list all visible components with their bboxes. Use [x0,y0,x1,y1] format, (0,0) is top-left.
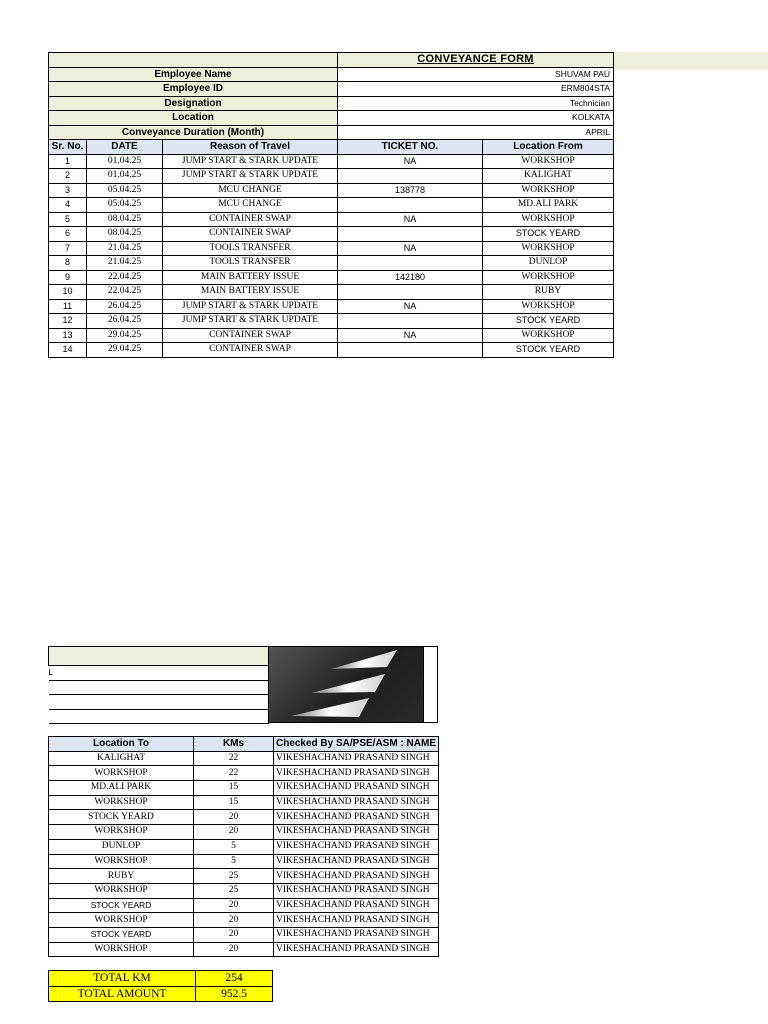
bottom-header-tan-cell [49,647,269,666]
row-sr-no: 10 [49,285,87,300]
row-reason: MAIN BATTERY ISSUE [163,270,338,285]
row-kms: 20 [194,913,274,928]
row-location-to: STOCK YEARD [49,927,194,942]
row-ticket-no [338,343,483,358]
row-kms: 20 [194,825,274,840]
row-ticket-no: NA [338,299,483,314]
table-row [49,781,439,796]
row-kms: 20 [194,898,274,913]
row-reason: CONTAINER SWAP [163,227,338,242]
row-checked-by: VIKESHACHAND PRASAND SINGH [274,825,439,840]
designation-label: Designation [49,96,338,111]
row-location-from: KALIGHAT [483,169,614,184]
row-location-to: STOCK YEARD [49,810,194,825]
row-location-from: MD.ALI PARK [483,198,614,213]
total-km-label: TOTAL KM [49,971,196,987]
row-ticket-no: NA [338,241,483,256]
total-km-value: 254 [196,971,273,987]
table-row [49,883,439,898]
logo-stripes-icon [269,647,423,722]
row-kms: 20 [194,810,274,825]
table-row [49,343,614,358]
table-row [49,869,439,884]
row-checked-by: VIKESHACHAND PRASAND SINGH [274,927,439,942]
row-ticket-no [338,169,483,184]
table-row [49,766,439,781]
row-reason: JUMP START & STARK UPDATE [163,299,338,314]
row-sr-no: 7 [49,241,87,256]
row-kms: 15 [194,795,274,810]
row-ticket-no: NA [338,328,483,343]
total-amount-value: 952.5 [196,986,273,1002]
row-checked-by: VIKESHACHAND PRASAND SINGH [274,869,439,884]
col-header-sr: Sr. No. [49,140,87,155]
col-header-location-to: Location To [49,737,194,752]
row-checked-by: VIKESHACHAND PRASAND SINGH [274,781,439,796]
totals-table [48,970,273,1002]
row-checked-by: VIKESHACHAND PRASAND SINGH [274,883,439,898]
row-checked-by: VIKESHACHAND PRASAND SINGH [274,751,439,766]
row-sr-no: 12 [49,314,87,329]
row-location-from: WORKSHOP [483,183,614,198]
table-row [49,751,439,766]
row-date: 05.04.25 [87,198,163,213]
cut-off-label: L [49,666,269,681]
row-reason: TOOLS TRANSFER [163,256,338,271]
row-ticket-no [338,227,483,242]
col-header-kms: KMs [194,737,274,752]
row-location-to: RUBY [49,869,194,884]
table-row [49,898,439,913]
row-ticket-no: NA [338,212,483,227]
row-checked-by: VIKESHACHAND PRASAND SINGH [274,810,439,825]
row-location-from: DUNLOP [483,256,614,271]
row-date: 29.04.25 [87,343,163,358]
row-checked-by: VIKESHACHAND PRASAND SINGH [274,898,439,913]
row-sr-no: 6 [49,227,87,242]
row-date: 21.04.25 [87,256,163,271]
row-sr-no: 4 [49,198,87,213]
row-sr-no: 2 [49,169,87,184]
col-header-location-from: Location From [483,140,614,155]
row-date: 21.04.25 [87,241,163,256]
row-ticket-no [338,198,483,213]
table-row [49,183,614,198]
location-value: KOLKATA [338,111,614,126]
row-location-to: WORKSHOP [49,766,194,781]
row-sr-no: 11 [49,299,87,314]
row-reason: CONTAINER SWAP [163,212,338,227]
row-ticket-no: NA [338,154,483,169]
row-location-to: STOCK YEARD [49,898,194,913]
col-header-ticket: TICKET NO. [338,140,483,155]
employee-name-value: SHUVAM PAU [338,67,614,82]
conveyance-form-top [48,52,614,358]
row-checked-by: VIKESHACHAND PRASAND SINGH [274,854,439,869]
duration-value: APRIL [338,125,614,140]
row-checked-by: VIKESHACHAND PRASAND SINGH [274,913,439,928]
row-reason: MCU CHANGE [163,183,338,198]
row-sr-no: 8 [49,256,87,271]
bottom-header-cell [49,680,269,695]
employee-name-label: Employee Name [49,67,338,82]
row-sr-no: 1 [49,154,87,169]
row-sr-no: 5 [49,212,87,227]
row-location-to: WORKSHOP [49,854,194,869]
row-kms: 25 [194,883,274,898]
bottom-header-cell [49,709,269,724]
table-row [49,328,614,343]
duration-label: Conveyance Duration (Month) [49,125,338,140]
table-row [49,299,614,314]
row-kms: 22 [194,751,274,766]
row-kms: 5 [194,839,274,854]
table-row [49,227,614,242]
row-sr-no: 14 [49,343,87,358]
row-sr-no: 13 [49,328,87,343]
row-kms: 5 [194,854,274,869]
row-reason: CONTAINER SWAP [163,328,338,343]
table-row [49,285,614,300]
row-location-from: WORKSHOP [483,299,614,314]
conveyance-form-bottom [48,736,439,957]
row-location-from: STOCK YEARD [483,227,614,242]
table-row [49,314,614,329]
row-checked-by: VIKESHACHAND PRASAND SINGH [274,839,439,854]
row-reason: MCU CHANGE [163,198,338,213]
table-row [49,256,614,271]
location-label: Location [49,111,338,126]
row-location-from: WORKSHOP [483,241,614,256]
row-ticket-no: 142180 [338,270,483,285]
row-date: 29.04.25 [87,328,163,343]
row-date: 22.04.25 [87,270,163,285]
row-date: 08.04.25 [87,212,163,227]
row-kms: 20 [194,927,274,942]
row-ticket-no [338,285,483,300]
employee-id-label: Employee ID [49,82,338,97]
row-location-from: WORKSHOP [483,154,614,169]
table-row [49,825,439,840]
table-row [49,854,439,869]
col-header-date: DATE [87,140,163,155]
row-date: 26.04.25 [87,299,163,314]
table-row [49,913,439,928]
row-ticket-no: 138778 [338,183,483,198]
table-row [49,270,614,285]
row-date: 08.04.25 [87,227,163,242]
row-checked-by: VIKESHACHAND PRASAND SINGH [274,795,439,810]
table-row [49,810,439,825]
row-date: 05.04.25 [87,183,163,198]
row-sr-no: 9 [49,270,87,285]
bottom-header-cell [49,695,269,710]
row-kms: 20 [194,942,274,957]
col-header-checked-by: Checked By SA/PSE/ASM : NAME [274,737,439,752]
row-kms: 15 [194,781,274,796]
table-row [49,169,614,184]
col-header-reason: Reason of Travel [163,140,338,155]
table-row [49,198,614,213]
row-reason: JUMP START & STARK UPDATE [163,154,338,169]
title-spacer [49,53,338,68]
row-location-to: KALIGHAT [49,751,194,766]
row-location-to: WORKSHOP [49,942,194,957]
row-location-from: WORKSHOP [483,212,614,227]
row-reason: MAIN BATTERY ISSUE [163,285,338,300]
row-date: 01.04.25 [87,169,163,184]
table-row [49,942,439,957]
table-row [49,154,614,169]
employee-id-value: ERM804STA [338,82,614,97]
row-sr-no: 3 [49,183,87,198]
row-location-to: WORKSHOP [49,825,194,840]
row-reason: TOOLS TRANSFER [163,241,338,256]
company-logo [268,646,424,723]
designation-value: Technician [338,96,614,111]
row-location-to: WORKSHOP [49,883,194,898]
row-kms: 25 [194,869,274,884]
table-row [49,839,439,854]
row-date: 22.04.25 [87,285,163,300]
row-date: 01.04.25 [87,154,163,169]
row-reason: JUMP START & STARK UPDATE [163,169,338,184]
row-ticket-no [338,256,483,271]
row-checked-by: VIKESHACHAND PRASAND SINGH [274,766,439,781]
total-amount-label: TOTAL AMOUNT [49,986,196,1002]
table-row [49,241,614,256]
row-location-from: STOCK YEARD [483,314,614,329]
row-location-from: WORKSHOP [483,328,614,343]
logo-cell-extension [424,646,438,723]
row-location-to: WORKSHOP [49,795,194,810]
row-location-to: MD.ALI PARK [49,781,194,796]
bottom-header-block [48,646,269,724]
title-row-extension [613,52,768,70]
table-row [49,212,614,227]
row-kms: 22 [194,766,274,781]
row-location-from: WORKSHOP [483,270,614,285]
row-date: 26.04.25 [87,314,163,329]
row-ticket-no [338,314,483,329]
table-row [49,927,439,942]
row-checked-by: VIKESHACHAND PRASAND SINGH [274,942,439,957]
row-location-from: STOCK YEARD [483,343,614,358]
row-reason: JUMP START & STARK UPDATE [163,314,338,329]
table-row [49,795,439,810]
form-title: CONVEYANCE FORM [338,53,614,68]
row-location-from: RUBY [483,285,614,300]
row-location-to: DUNLOP [49,839,194,854]
row-reason: CONTAINER SWAP [163,343,338,358]
row-location-to: WORKSHOP [49,913,194,928]
